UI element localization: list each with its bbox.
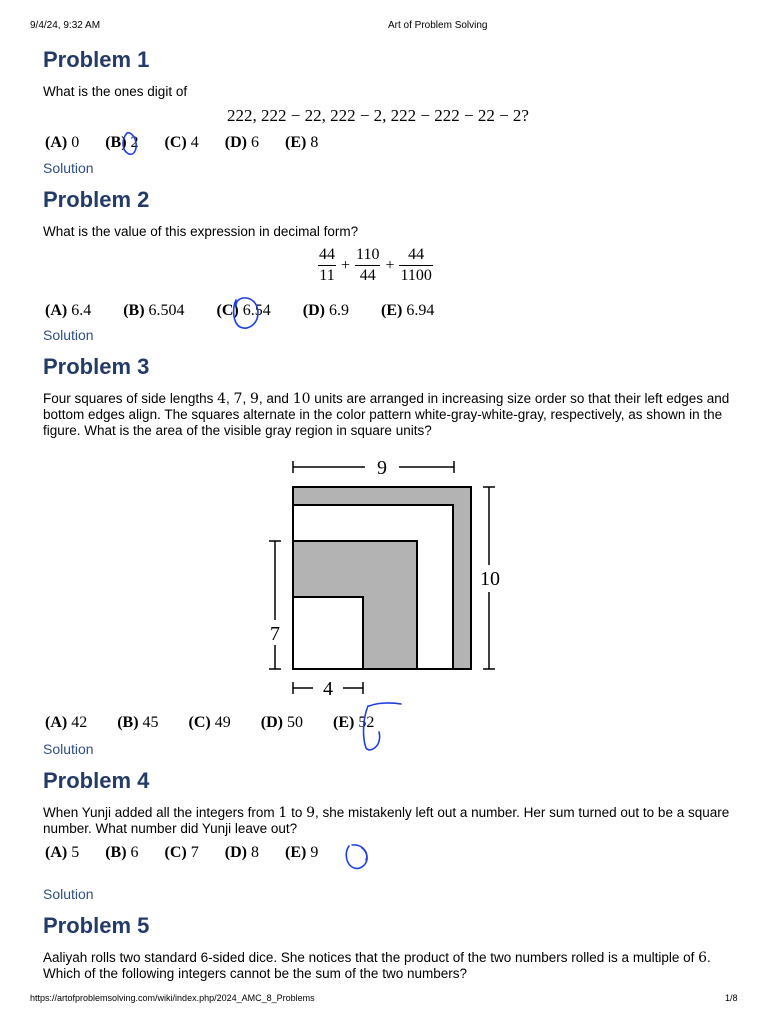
- print-url: https://artofproblemsolving.com/wiki/index.php/2024_AMC_8_Problems: [30, 993, 315, 1003]
- choice-e: (E) 6.94: [380, 302, 435, 319]
- problem-5-title: Problem 5: [43, 913, 150, 938]
- problem-3-solution-link[interactable]: Solution: [43, 741, 94, 757]
- problem-1-formula: 222, 222 − 22, 222 − 2, 222 − 222 − 22 − 2?: [227, 106, 529, 125]
- problem-4-text: When Yunji added all the integers from 1 to 9, she mistakenly left out a number. Her sum turned out to be a square number. What number did Yunji leave out?: [43, 805, 730, 836]
- label-left-7: 7: [270, 623, 280, 645]
- problem-1-solution-link[interactable]: Solution: [43, 160, 94, 176]
- print-datetime: 9/4/24, 9:32 AM: [30, 20, 101, 31]
- choice-e: (E) 9: [284, 844, 319, 861]
- fraction-2: $\frac{110}{44}$: [356, 246, 380, 284]
- choice-e: (E) 52: [332, 714, 375, 731]
- choice-d: (D) 8: [224, 844, 259, 861]
- choice-c: (C) 7: [164, 844, 199, 861]
- problem-2-expression: $\frac{44}{11}$ + $\frac{110}{44}$ + $\frac{44}{1100}$: [319, 246, 432, 284]
- print-site-title: Art of Problem Solving: [388, 20, 488, 31]
- problem-4-choices: [45, 844, 340, 862]
- problem-4-solution-link[interactable]: Solution: [43, 886, 94, 902]
- problem-1-text: What is the ones digit of: [43, 84, 188, 99]
- choice-a: (A) 0: [45, 134, 80, 151]
- choice-a: (A) 42: [45, 714, 88, 731]
- choice-d: (D) 6.9: [302, 302, 349, 319]
- problem-2-title: Problem 2: [43, 187, 150, 212]
- problem-3-title: Problem 3: [43, 354, 150, 379]
- choice-e: (E) 8: [284, 134, 319, 151]
- problem-1-title: Problem 1: [43, 47, 150, 72]
- choice-d: (D) 6: [224, 134, 259, 151]
- label-top-9: 9: [377, 457, 387, 479]
- problem-2-solution-link[interactable]: Solution: [43, 327, 94, 343]
- fraction-1: $\frac{44}{11}$: [319, 246, 335, 284]
- choice-a: (A) 5: [45, 844, 80, 861]
- choice-b: (B) 6.504: [123, 302, 185, 319]
- square-4-white: [293, 597, 363, 669]
- label-right-10: 10: [480, 568, 500, 590]
- choice-b: (B) 6: [105, 844, 139, 861]
- problem-3-choices: [45, 714, 396, 732]
- choice-b: (B) 45: [117, 714, 159, 731]
- choice-c: (C) 49: [188, 714, 231, 731]
- choice-d: (D) 50: [260, 714, 303, 731]
- choice-b: (B) 2: [105, 134, 139, 151]
- choice-a: (A) 6.4: [45, 302, 92, 319]
- fraction-3: $\frac{44}{1100}$: [400, 246, 432, 284]
- problem-5-text: Aaliyah rolls two standard 6-sided dice. She notices that the product of the two numbers rolled is a multiple of 6. Which of the following integers cannot be the sum of the two numbers?: [43, 950, 711, 981]
- problem-3-text: Four squares of side lengths 4, 7, 9, and 10 units are arranged in increasing size order so that their left edges and bottom edges align. The squares alternate in the color pattern white-gray-white-gray, respectively, as shown in the figure. What is the area of the visible gray region in square units?: [43, 391, 730, 438]
- label-bottom-4: 4: [323, 678, 333, 700]
- choice-c: (C) 6.54: [216, 302, 271, 319]
- problem-2-text: What is the value of this expression in decimal form?: [43, 224, 359, 239]
- choice-c: (C) 4: [164, 134, 199, 151]
- print-page-number: 1/8: [725, 993, 738, 1003]
- problem-4-title: Problem 4: [43, 768, 150, 793]
